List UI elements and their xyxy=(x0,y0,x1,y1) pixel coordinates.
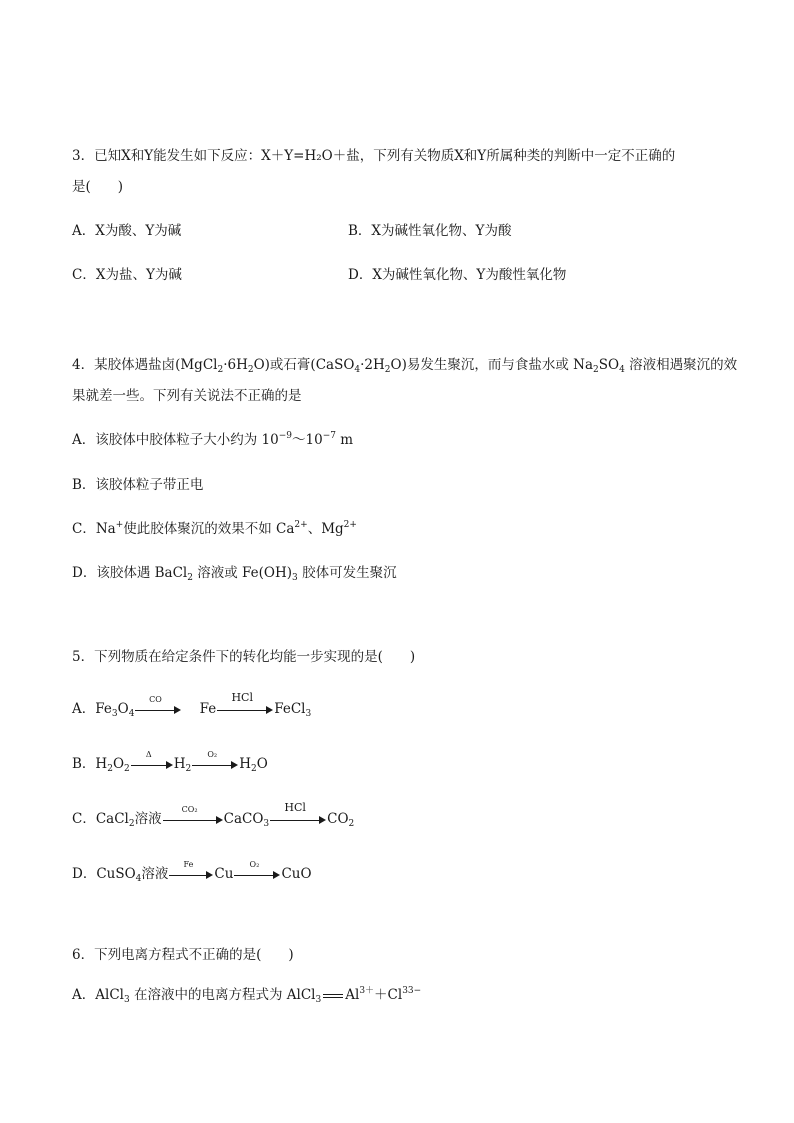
q4-stem-line2: 果就差一些。下列有关说法不正确的是 xyxy=(72,388,302,404)
q3-stem-line1: 3．已知X和Y能发生如下反应：X＋Y=H₂O＋盐，下列有关物质X和Y所属种类的判断中一定不正确的 xyxy=(72,148,676,164)
q4-option-a: A．该胶体中胶体粒子大小约为 $10^{-9}\sim 10^{-7}$ m xyxy=(72,431,354,448)
reaction-arrow: O₂ xyxy=(192,754,238,774)
q5-option-b: B．$H_2O_2$ Δ $H_2$ O₂ $H_2O$ xyxy=(72,750,268,774)
q4-option-b: B．该胶体粒子带正电 xyxy=(72,477,204,493)
reaction-arrow: Δ xyxy=(131,754,173,774)
q3-option-d: D．X为碱性氧化物、Y为酸性氧化物 xyxy=(348,267,567,283)
reaction-arrow: CO xyxy=(135,699,181,719)
q5-option-d: D．CuSO$_4$溶液 Fe Cu O₂ CuO xyxy=(72,860,312,884)
q6-option-a: A．AlCl$_3$ 在溶液中的电离方程式为 AlCl$_3$ $Al^{3+}+Cl^{33-}$ xyxy=(72,986,422,1005)
reaction-arrow: CO₂ xyxy=(163,809,223,829)
q5-option-c: C．CaCl$_2$溶液 CO₂ CaCO$_3$ HCl $CO_2$ xyxy=(72,801,355,829)
q6-stem: 6．下列电离方程式不正确的是( ) xyxy=(72,947,294,963)
reaction-arrow: Fe xyxy=(169,864,213,884)
reaction-arrow: O₂ xyxy=(234,864,280,884)
q3-stem-line2: 是( ) xyxy=(72,179,124,195)
q4-option-d: D．该胶体遇 BaCl$_2$ 溶液或 $Fe(OH)_3$ 胶体可发生聚沉 xyxy=(72,565,397,583)
reaction-arrow: HCl xyxy=(217,699,273,719)
q3-option-c: C．X为盐、Y为碱 xyxy=(72,267,182,283)
q3-option-a: A．X为酸、Y为碱 xyxy=(72,223,182,239)
q5-option-a: A．$Fe_3O_4$ CO Fe HCl FeCl$_3$ xyxy=(72,691,312,719)
equals-sign xyxy=(321,985,345,1005)
reaction-arrow: HCl xyxy=(270,809,326,829)
q5-stem: 5．下列物质在给定条件下的转化均能一步实现的是( ) xyxy=(72,649,416,665)
q4-stem-line1: 4．某胶体遇盐卤$(MgCl_2\cdot 6H_2O)$或石膏$(CaSO_4\cdot 2H_2O)$易发生聚沉，而与食盐水或 $Na_2SO_4$ 溶液相遇聚沉的效 xyxy=(72,357,738,375)
q3-option-b: B．X为碱性氧化物、Y为酸 xyxy=(348,223,512,239)
q4-option-c: C．Na+使此胶体聚沉的效果不如 $Ca^{2+}$、$Mg^{2+}$ xyxy=(72,520,357,537)
